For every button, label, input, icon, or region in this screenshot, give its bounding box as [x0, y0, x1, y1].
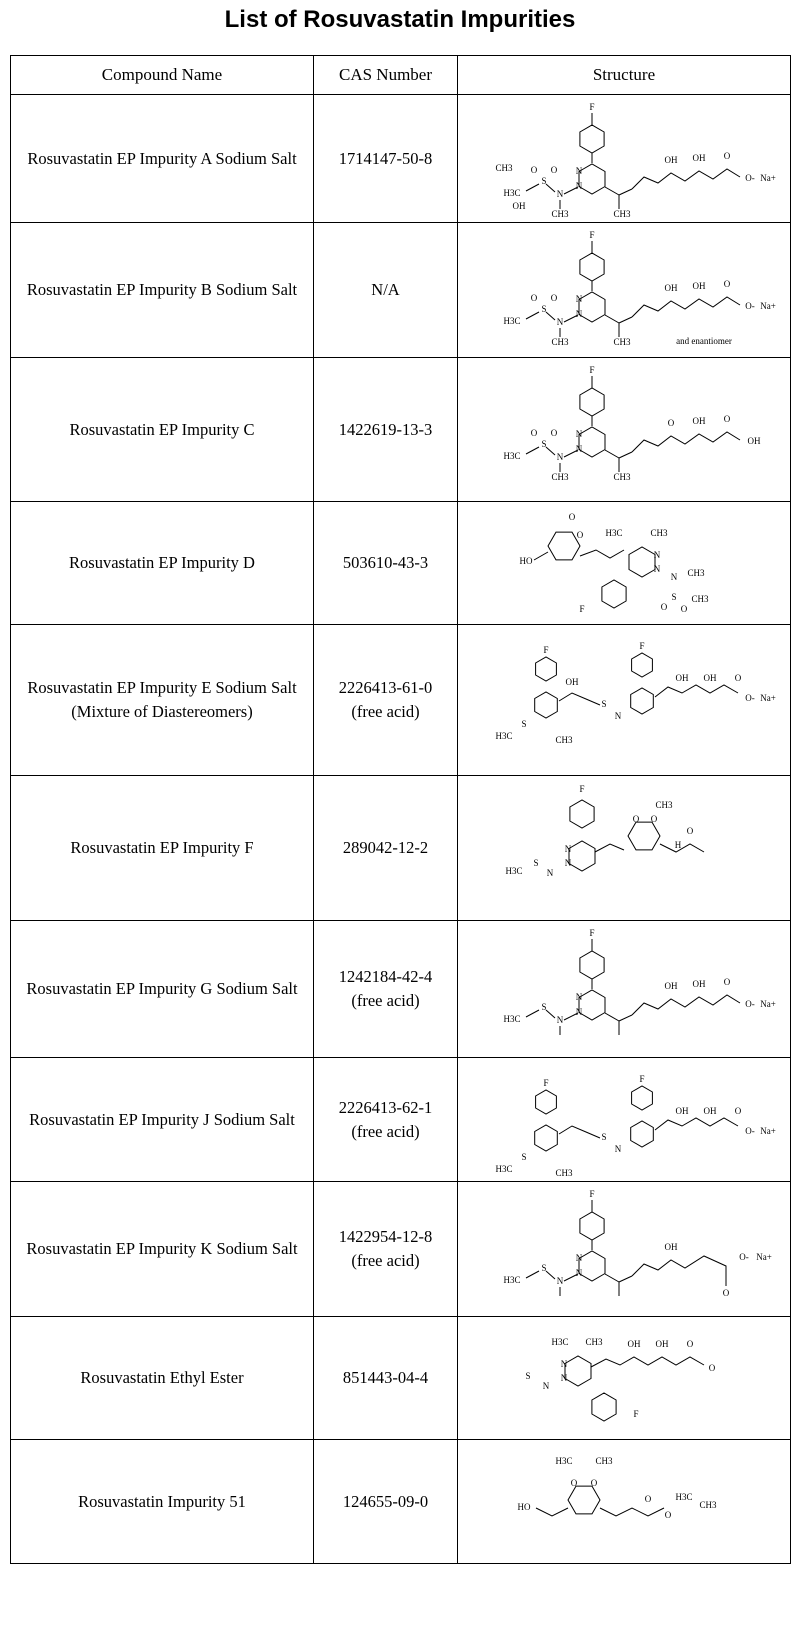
side-chain — [655, 685, 738, 697]
nitrogen-label: N — [560, 1358, 568, 1369]
sulfur-label: S — [601, 698, 607, 709]
nitrogen-label: N — [542, 1380, 550, 1391]
methyl-label: CH3 — [551, 336, 569, 347]
oxygen-label: O — [686, 1338, 694, 1349]
sulfur-label: S — [601, 1131, 607, 1142]
methyl-label: CH3 — [495, 162, 513, 173]
nitrogen-label: N — [575, 293, 583, 304]
oxygen-label: O — [550, 164, 558, 175]
methyl-label: CH3 — [555, 1167, 573, 1178]
bond — [546, 447, 555, 455]
compound-name: Rosuvastatin EP Impurity K Sodium Salt — [26, 1239, 298, 1258]
hydroxyl-label: OH — [692, 152, 706, 163]
oxygen-label: O — [650, 813, 658, 824]
compound-name-cell — [11, 502, 314, 625]
bond — [619, 452, 632, 458]
oxygen-label: O — [568, 511, 576, 522]
oxygen-label: O — [708, 1362, 716, 1373]
methyl-label: H3C — [503, 315, 521, 326]
carboxylate-label: O- — [745, 300, 755, 311]
fluorine-label: F — [543, 644, 549, 655]
methyl-label: CH3 — [691, 593, 709, 604]
compound-name: Rosuvastatin Ethyl Ester — [80, 1368, 244, 1387]
nitrogen-label: N — [560, 1372, 568, 1383]
methyl-label: CH3 — [655, 799, 673, 810]
pyrimidine-ring — [579, 164, 605, 194]
nitrogen-label: N — [670, 571, 678, 582]
structure-cell — [458, 502, 791, 625]
sodium-label: Na+ — [760, 1125, 776, 1136]
compound-name: Rosuvastatin EP Impurity A Sodium Salt — [27, 148, 297, 168]
methyl-label: H3C — [551, 1336, 569, 1347]
fluorophenyl-ring — [580, 1212, 604, 1240]
sodium-label: Na+ — [760, 998, 776, 1009]
nitrogen-label: N — [575, 1252, 583, 1263]
nitrogen-label: N — [614, 1143, 622, 1154]
bond — [546, 184, 555, 192]
hydroxyl-label: OH — [675, 1105, 689, 1116]
hydroxyl-label: OH — [664, 282, 678, 293]
compound-name: Rosuvastatin EP Impurity C — [69, 419, 255, 439]
fluorine-label: F — [589, 927, 595, 938]
compound-name-cell — [11, 921, 314, 1058]
oxygen-label: O — [570, 1477, 578, 1488]
cas-number: 289042-12-2 — [342, 838, 429, 857]
structure-cell — [458, 1440, 791, 1564]
nitrogen-label: N — [575, 1006, 583, 1017]
bond — [534, 552, 548, 560]
fluorine-label: F — [589, 101, 595, 112]
structure-cell — [458, 625, 791, 776]
side-chain — [536, 1508, 568, 1516]
carboxylate-label: O- — [745, 1125, 755, 1136]
methyl-label: H3C — [495, 1163, 513, 1174]
methyl-label: CH3 — [595, 1455, 613, 1466]
nitrogen-label: N — [556, 1014, 564, 1025]
sulfur-label: S — [541, 175, 547, 186]
table-row — [11, 625, 791, 776]
methyl-label: CH3 — [650, 527, 668, 538]
hydroxyl-label: OH — [664, 154, 678, 165]
bond — [619, 1276, 632, 1282]
oxygen-label: O — [734, 1105, 742, 1116]
table-row — [11, 502, 791, 625]
compound-name-cell — [11, 625, 314, 776]
carboxylate-label: O- — [739, 1251, 749, 1262]
cas-number: 2226413-61-0 — [338, 678, 433, 697]
nitrogen-label: N — [575, 1267, 583, 1278]
fluorophenyl-ring — [580, 125, 604, 153]
oxygen-label: O — [723, 278, 731, 289]
pyrimidine-ring — [569, 841, 595, 871]
cas-number: 2226413-62-1 — [338, 1097, 433, 1117]
structure-cell — [458, 1058, 791, 1182]
pyrimidine-ring — [579, 292, 605, 322]
structure-drawing — [464, 362, 784, 498]
nitrogen-label: N — [564, 843, 572, 854]
cas-number-cell — [314, 625, 458, 776]
structure-drawing — [464, 506, 784, 621]
fluorine-label: F — [639, 640, 645, 651]
methyl-label: H3C — [503, 450, 521, 461]
nitrogen-label: N — [614, 710, 622, 721]
carboxylate-label: O- — [745, 998, 755, 1009]
fluorophenyl-ring — [592, 1393, 616, 1421]
fluorine-label: F — [543, 1077, 549, 1088]
table-row — [11, 921, 791, 1058]
side-chain — [632, 1256, 726, 1286]
header-compound-name: Compound Name — [11, 56, 314, 95]
fluorophenyl-ring — [580, 388, 604, 416]
hydroxyl-label: OH — [512, 200, 526, 211]
oxygen-label: O — [632, 813, 640, 824]
cas-number: N/A — [371, 280, 400, 299]
fluorophenyl-ring — [536, 1090, 557, 1114]
sodium-label: Na+ — [760, 692, 776, 703]
dioxane-ring — [568, 1486, 600, 1514]
side-chain — [632, 169, 740, 189]
side-chain — [591, 1357, 704, 1367]
carboxylate-label: O- — [745, 692, 755, 703]
header-row — [11, 56, 791, 95]
cas-number-note: (free acid) — [351, 1121, 420, 1141]
sulfur-label: S — [541, 303, 547, 314]
bond — [546, 312, 555, 320]
nitrogen-label: N — [575, 180, 583, 191]
hydroxyl-label: OH — [692, 415, 706, 426]
bond — [619, 189, 632, 195]
nitrogen-label: N — [575, 165, 583, 176]
methyl-label: CH3 — [699, 1499, 717, 1510]
compound-name-cell — [11, 1440, 314, 1564]
bond — [605, 187, 619, 195]
lactone-ring — [548, 532, 580, 560]
sulfur-label: S — [541, 438, 547, 449]
side-chain — [632, 297, 740, 317]
methyl-label: CH3 — [555, 734, 573, 745]
oxygen-label: O — [530, 164, 538, 175]
hydroxyl-label: OH — [703, 1105, 717, 1116]
bond — [546, 1010, 555, 1018]
methyl-label: H3C — [505, 865, 523, 876]
fluorine-label: F — [589, 229, 595, 240]
table-row — [11, 223, 791, 358]
fluorophenyl-ring — [536, 657, 557, 681]
compound-name-cell — [11, 1182, 314, 1317]
vinyl-bond — [580, 550, 624, 558]
pyrimidine-ring — [579, 427, 605, 457]
hydroxyl-label: OH — [703, 672, 717, 683]
methyl-label: H3C — [503, 1013, 521, 1024]
pyrimidine-ring — [535, 1125, 558, 1151]
cas-number: 124655-09-0 — [342, 1491, 429, 1511]
cas-number-cell — [314, 776, 458, 921]
structure-drawing — [464, 1186, 784, 1313]
methyl-label: H3C — [495, 730, 513, 741]
methyl-label: H3C — [605, 527, 623, 538]
fluorine-label: F — [589, 364, 595, 375]
fluorine-label: F — [639, 1073, 645, 1084]
cas-number: 851443-04-4 — [342, 1368, 429, 1387]
fluorophenyl-ring — [602, 580, 626, 608]
fluorine-label: F — [579, 783, 585, 794]
nitrogen-label: N — [653, 563, 661, 574]
linker-bond — [559, 1126, 600, 1138]
pyrimidine-ring — [631, 688, 654, 714]
cas-number: 1422619-13-3 — [338, 419, 433, 439]
cas-number-cell — [314, 502, 458, 625]
bond — [605, 1274, 619, 1282]
compound-name-cell — [11, 1058, 314, 1182]
hydroxyl-label: OH — [664, 980, 678, 991]
table-row — [11, 1440, 791, 1564]
compound-name: Rosuvastatin EP Impurity D — [69, 553, 255, 572]
nitrogen-label: N — [556, 1275, 564, 1286]
structure-cell — [458, 358, 791, 502]
oxygen-label: O — [644, 1493, 652, 1504]
page-title: List of Rosuvastatin Impurities — [224, 6, 576, 33]
methyl-label: CH3 — [551, 208, 569, 219]
side-chain — [655, 1118, 738, 1130]
cas-number-note: (free acid) — [351, 991, 420, 1010]
compound-name: Rosuvastatin EP Impurity B Sodium Salt — [26, 280, 298, 299]
sodium-label: Na+ — [760, 172, 776, 183]
methyl-label: CH3 — [687, 567, 705, 578]
oxygen-label: O — [550, 292, 558, 303]
cas-number: 1242184-42-4 — [338, 967, 433, 986]
bond — [605, 450, 619, 458]
cas-number-note: (free acid) — [351, 1251, 420, 1270]
linker-bond — [559, 693, 600, 705]
bond — [605, 1013, 619, 1021]
structure-drawing — [464, 99, 784, 219]
enantiomer-note: and enantiomer — [676, 335, 732, 346]
cas-number-cell — [314, 95, 458, 223]
fluorophenyl-ring — [632, 653, 653, 677]
nitrogen-label: N — [556, 451, 564, 462]
vinyl-bond — [595, 844, 624, 852]
oxygen-label: O — [530, 292, 538, 303]
compound-name-cell — [11, 776, 314, 921]
structure-drawing — [464, 925, 784, 1054]
hydroxyl-label: HO — [519, 555, 533, 566]
bond — [526, 184, 539, 191]
fluorophenyl-ring — [632, 1086, 653, 1110]
methyl-label: CH3 — [551, 471, 569, 482]
hydroxyl-label: OH — [747, 435, 761, 446]
structure-cell — [458, 95, 791, 223]
table-row — [11, 1317, 791, 1440]
oxygen-label: O — [686, 825, 694, 836]
hydrogen-label: H — [674, 839, 682, 850]
oxygen-label: O — [722, 1287, 730, 1298]
hydroxyl-label: OH — [692, 280, 706, 291]
bond — [619, 1015, 632, 1021]
table-row — [11, 1058, 791, 1182]
structure-cell — [458, 223, 791, 358]
methyl-label: CH3 — [585, 1336, 603, 1347]
fluorine-label: F — [633, 1408, 639, 1419]
nitrogen-label: N — [575, 991, 583, 1002]
cas-number-cell — [314, 921, 458, 1058]
oxygen-label: O — [576, 529, 584, 540]
side-chain — [632, 432, 740, 452]
nitrogen-label: N — [575, 308, 583, 319]
table-row — [11, 776, 791, 921]
header-structure: Structure — [458, 56, 791, 95]
cas-number-cell — [314, 1440, 458, 1564]
fluorophenyl-ring — [580, 253, 604, 281]
cas-number: 503610-43-3 — [342, 553, 429, 572]
nitrogen-label: N — [556, 316, 564, 327]
side-chain — [660, 844, 704, 852]
table-row — [11, 1182, 791, 1317]
compound-name: Rosuvastatin EP Impurity F — [70, 838, 254, 857]
oxygen-label: O — [680, 603, 688, 614]
bond — [526, 1010, 539, 1017]
sodium-label: Na+ — [760, 300, 776, 311]
pyrimidine-ring — [579, 1251, 605, 1281]
methyl-label: H3C — [555, 1455, 573, 1466]
side-chain — [600, 1508, 664, 1516]
fluorophenyl-ring — [570, 800, 594, 828]
hydroxyl-label: OH — [664, 1241, 678, 1252]
compound-name: Rosuvastatin EP Impurity J Sodium Salt — [29, 1109, 295, 1129]
oxygen-label: O — [664, 1509, 672, 1520]
cas-number: 1422954-12-8 — [338, 1227, 433, 1246]
structure-cell — [458, 1182, 791, 1317]
compound-name-cell — [11, 1317, 314, 1440]
structure-cell — [458, 921, 791, 1058]
compound-name: Rosuvastatin EP Impurity E Sodium Salt — [27, 678, 297, 697]
oxygen-label: O — [734, 672, 742, 683]
cas-number-note: (free acid) — [351, 702, 420, 721]
hydroxyl-label: OH — [627, 1338, 641, 1349]
cas-number: 1714147-50-8 — [338, 148, 433, 168]
compound-name-cell — [11, 223, 314, 358]
methyl-label: CH3 — [613, 471, 631, 482]
cas-number-cell — [314, 223, 458, 358]
structure-drawing — [464, 780, 784, 917]
sodium-label: Na+ — [756, 1251, 772, 1262]
table-row — [11, 358, 791, 502]
oxygen-label: O — [667, 417, 675, 428]
compound-name-cell — [11, 95, 314, 223]
compound-name-note: (Mixture of Diastereomers) — [71, 702, 253, 721]
hydroxyl-label: OH — [655, 1338, 669, 1349]
sulfur-label: S — [521, 1151, 527, 1162]
nitrogen-label: N — [653, 549, 661, 560]
pyrimidine-ring — [579, 990, 605, 1020]
pyrimidine-ring — [565, 1356, 591, 1386]
header-cas-number: CAS Number — [314, 56, 458, 95]
sulfur-label: S — [525, 1370, 531, 1381]
impurities-table — [10, 55, 791, 1564]
oxygen-label: O — [723, 413, 731, 424]
sulfur-label: S — [533, 857, 539, 868]
structure-drawing — [464, 1321, 784, 1436]
structure-drawing — [464, 227, 784, 354]
oxygen-label: O — [660, 601, 668, 612]
pyrimidine-ring — [631, 1121, 654, 1147]
structure-drawing — [464, 1062, 784, 1178]
bond — [605, 315, 619, 323]
sulfur-label: S — [521, 718, 527, 729]
cas-number-cell — [314, 1317, 458, 1440]
fluorine-label: F — [579, 603, 585, 614]
sulfur-label: S — [541, 1262, 547, 1273]
methyl-label: H3C — [675, 1491, 693, 1502]
sulfur-label: S — [541, 1001, 547, 1012]
methyl-label: H3C — [503, 1274, 521, 1285]
bond — [546, 1271, 555, 1279]
nitrogen-label: N — [575, 443, 583, 454]
oxygen-label: O — [723, 976, 731, 987]
nitrogen-label: N — [546, 867, 554, 878]
hydroxyl-label: HO — [517, 1501, 531, 1512]
compound-name-cell — [11, 358, 314, 502]
compound-name: Rosuvastatin Impurity 51 — [78, 1491, 246, 1511]
hydroxyl-label: OH — [692, 978, 706, 989]
carboxylate-label: O- — [745, 172, 755, 183]
fluorophenyl-ring — [580, 951, 604, 979]
cas-number-cell — [314, 358, 458, 502]
side-chain — [632, 995, 740, 1015]
cas-number-cell — [314, 1182, 458, 1317]
structure-drawing — [464, 629, 784, 772]
bond — [619, 317, 632, 323]
bond — [526, 447, 539, 454]
hydroxyl-label: OH — [565, 676, 579, 687]
methyl-label: CH3 — [613, 208, 631, 219]
hydroxyl-label: OH — [675, 672, 689, 683]
bond — [526, 312, 539, 319]
structure-cell — [458, 1317, 791, 1440]
methyl-label: H3C — [503, 187, 521, 198]
oxygen-label: O — [723, 150, 731, 161]
nitrogen-label: N — [575, 428, 583, 439]
sulfur-label: S — [671, 591, 677, 602]
oxygen-label: O — [550, 427, 558, 438]
oxygen-label: O — [530, 427, 538, 438]
cas-number-cell — [314, 1058, 458, 1182]
oxygen-label: O — [590, 1477, 598, 1488]
bond — [526, 1271, 539, 1278]
pyrimidine-ring — [629, 547, 655, 577]
dioxane-ring — [628, 822, 660, 850]
structure-cell — [458, 776, 791, 921]
nitrogen-label: N — [556, 188, 564, 199]
table-row — [11, 95, 791, 223]
nitrogen-label: N — [564, 857, 572, 868]
compound-name: Rosuvastatin EP Impurity G Sodium Salt — [26, 979, 298, 998]
structure-drawing — [464, 1444, 784, 1560]
methyl-label: CH3 — [613, 336, 631, 347]
pyrimidine-ring — [535, 692, 558, 718]
fluorine-label: F — [589, 1188, 595, 1199]
